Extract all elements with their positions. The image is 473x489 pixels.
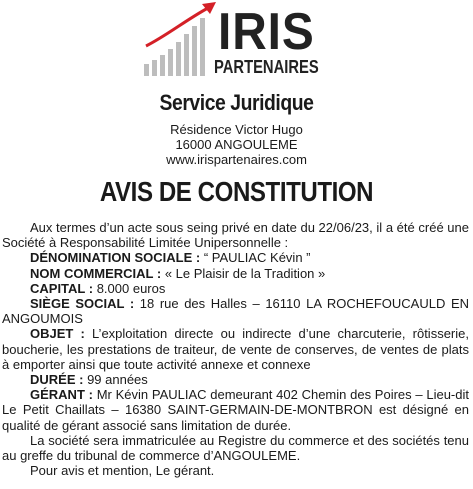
siege-value: 18 rue des Halles – 16110 LA ROCHEFOUCAULD EN ANGOUMOIS [2,296,470,327]
objet-value: L’exploitation directe ou indirecte d’une charcuterie, rôtisserie, boucherie, les prestations de traiteur, de vente de conserves, de ventes de plats à emporter ainsi que toute activité annexe et connexe [2,326,469,372]
commercial-label: NOM COMMERCIAL : [30,265,162,281]
siege-line [2,296,469,326]
iris-partenaires-logo [144,2,344,82]
objet-label: OBJET : [30,326,85,342]
commercial-name-line [2,266,469,281]
denomination-line [2,250,469,265]
registration-paragraph: La société sera immatriculée au Registre du commerce et des sociétés tenu au greffe du tribunal de commerce d’ANGOULEME. [2,432,469,464]
objet-line [2,326,469,372]
commercial-value: « Le Plaisir de la Tradition » [161,265,326,281]
gerant-line [2,387,469,433]
duree-line [2,372,469,387]
website-link[interactable]: www.irispartenaires.com [166,152,307,167]
duree-label: DURÉE : [30,372,84,388]
notice-body [2,220,469,478]
gerant-label: GÉRANT : [30,387,93,403]
service-title: Service Juridique [159,90,314,115]
denomination-value: “ PAULIAC Kévin ” [200,250,311,266]
notice-title: AVIS DE CONSTITUTION [99,176,374,207]
duree-value: 99 années [83,372,148,388]
logo-wordmark: IRIS [218,3,315,61]
gerant-value: Mr Kévin PAULIAC demeurant 402 Chemin des Poires – Lieu-dit Le Petit Chaillats – 16380 SAINT-GERMAIN-DE-MONTBRON est désigné en qualité de gérant associé sans limitation de durée. [2,387,469,433]
intro-paragraph: Aux termes d’un acte sous seing privé en date du 22/06/23, il a été créé une Société à Responsabilité Limitée Unipersonnelle : [2,220,469,251]
closing-line: Pour avis et mention, Le gérant. [30,463,215,479]
siege-label: SIÈGE SOCIAL : [30,296,135,312]
capital-label: CAPITAL : [30,280,94,296]
address-line-1: Résidence Victor Hugo [170,122,303,137]
denomination-label: DÉNOMINATION SOCIALE : [30,250,201,266]
capital-value: 8.000 euros [93,280,166,296]
capital-line [2,281,469,296]
address-line-2: 16000 ANGOULEME [175,137,298,152]
logo-subtitle: PARTENAIRES [214,57,319,77]
